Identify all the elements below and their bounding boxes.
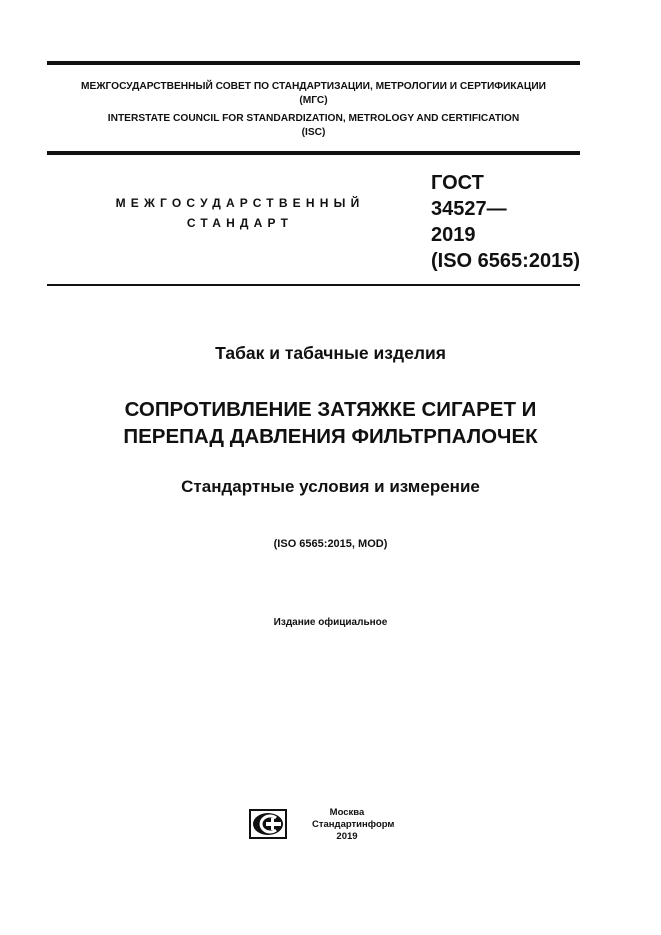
document-subtitle: Стандартные условия и измерение [181,477,480,496]
document-title [0,396,661,450]
iso-reference: (ISO 6565:2015, MOD) [273,538,388,550]
bottom-divider [47,284,580,286]
standartinform-logo-icon [248,808,288,840]
council-ru-abbr: (МГС) [299,95,328,106]
document-title-line2: ПЕРЕПАД ДАВЛЕНИЯ ФИЛЬТРПАЛОЧЕК [123,425,538,448]
publisher-name: Стандартинформ [312,819,395,830]
standard-type-line2: СТАНДАРТ [186,216,294,230]
publication-year: 2019 [336,831,358,842]
gost-iso-equivalent: (ISO 6565:2015) [431,250,580,272]
council-en-abbr: (ISC) [301,127,326,138]
document-subject: Табак и табачные изделия [215,343,446,363]
standard-type-line1: МЕЖГОСУДАРСТВЕННЫЙ [115,196,365,210]
council-en-name: INTERSTATE COUNCIL FOR STANDARDIZATION, METROLOGY AND CERTIFICATION [107,113,520,124]
council-en [47,112,580,140]
gost-number: 34527— [431,198,507,220]
standard-type [105,193,375,233]
edition-note: Издание официальное [273,617,388,628]
top-divider [47,61,580,65]
publisher-city: Москва [329,807,365,818]
gost-designation [431,170,601,274]
gost-label: ГОСТ [431,172,484,194]
council-ru [47,80,580,108]
publisher-block [312,807,395,843]
document-title-line1: СОПРОТИВЛЕНИЕ ЗАТЯЖКЕ СИГАРЕТ И [124,398,537,421]
council-ru-name: МЕЖГОСУДАРСТВЕННЫЙ СОВЕТ ПО СТАНДАРТИЗАЦИИ, МЕТРОЛОГИИ И СЕРТИФИКАЦИИ [81,81,546,92]
middle-divider [47,151,580,155]
gost-year: 2019 [431,224,476,246]
